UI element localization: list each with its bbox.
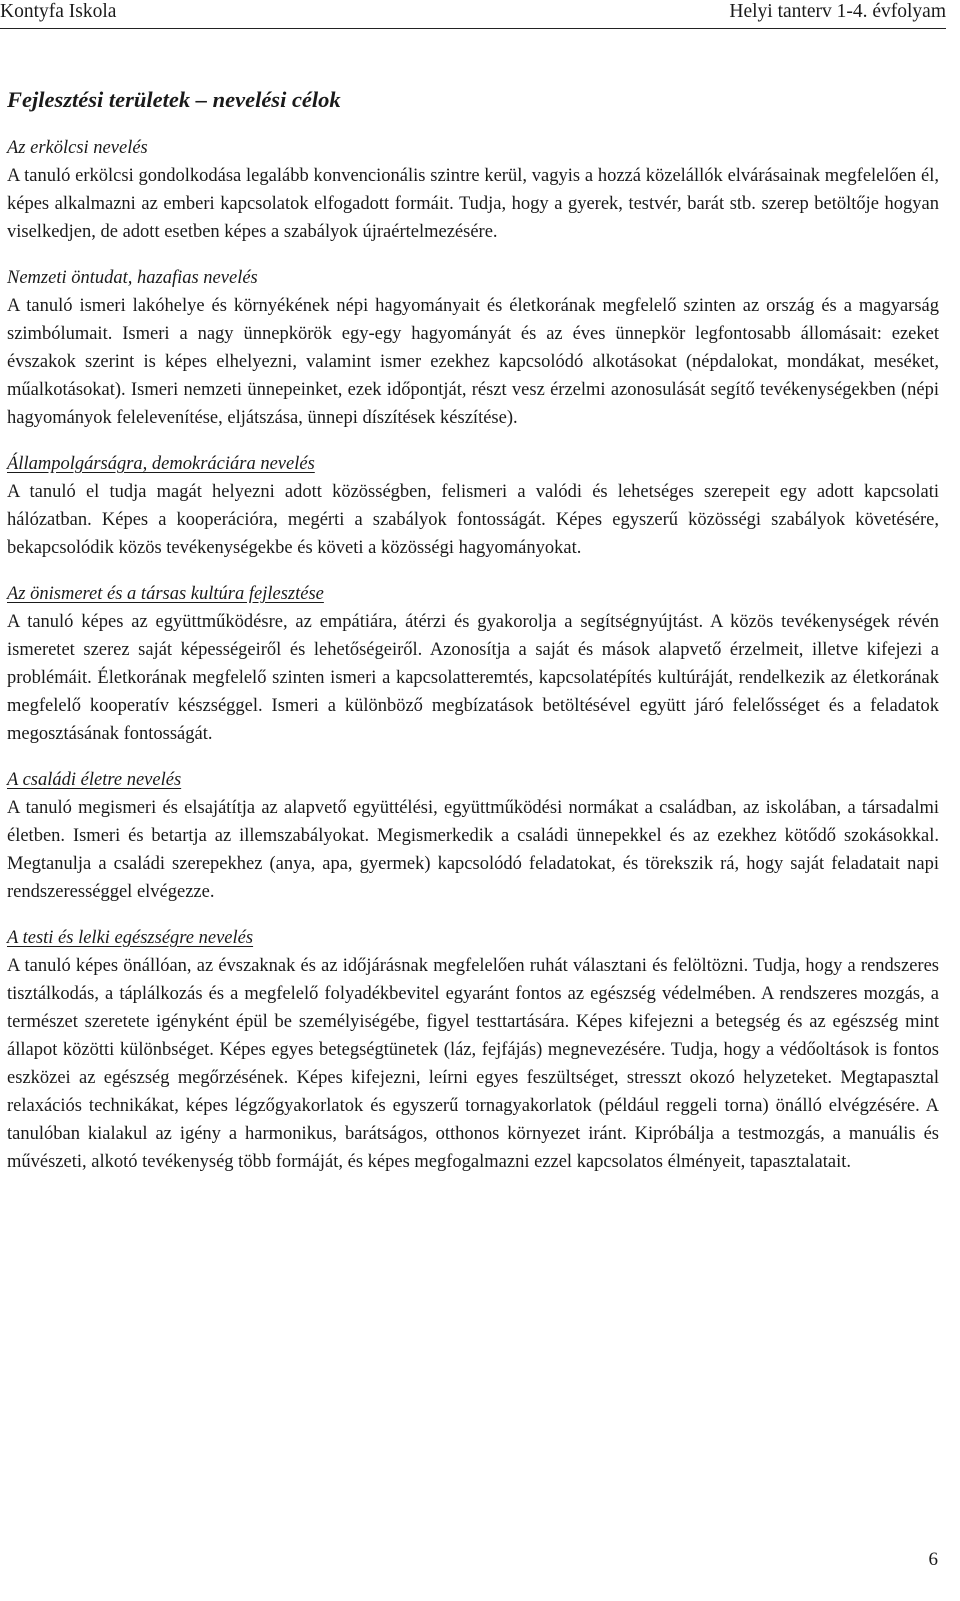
section-body: A tanuló képes önállóan, az évszaknak és az időjárásnak megfelelően ruhát választani és felöltözni. Tudja, hogy a rendszeres tisztálkodás, a táplálkozás és a megfelelő folyadékbevitel egyaránt fontos az egészség védelmében. A rendszeres mozgás, a természet szeretete igényként épül be személyiségébe, figyel testtartására. Képes kifejezni a betegség és az egészség mint állapot közötti különbséget. Képes egyes betegségtünetek (láz, fejfájás) megnevezésére. Tudja, hogy a védőoltások is fontos eszközei az egészség megőrzésének. Képes kifejezni, leírni egyes feszültséget, stresszt okozó helyzeteket. Megtapasztal relaxációs technikákat, képes légzőgyakorlatok és egyszerű tornagyakorlatok (például reggeli torna) önálló elvégzésére. A tanulóban kialakul az igény a harmonikus, barátságos, otthonos környezet iránt. Kipróbálja a testmozgás, a manuális és művészeti, alkotó tevékenység több formáját, és képes megfogalmazni ezzel kapcsolatos élményeit, tapasztalatait. — [7, 956, 939, 1172]
section-body: A tanuló ismeri lakóhelye és környékének népi hagyományait és életkorának megfelelő szinten az ország és a magyarság szimbólumait. Ismeri a nagy ünnepkörök egy-egy hagyományát és az éves ünnepkör legfontosabb állomásait: ezeket évszakok szerint is képes elhelyezni, valamint ismer ezekhez kapcsolódó alkotásokat (népdalokat, mondákat, meséket, műalkotásokat). Ismeri nemzeti ünnepeinket, ezek időpontját, részt vesz érzelmi azonosulását segítő tevékenységekben (népi hagyományok felelevenítése, eljátszása, ünnepi díszítések készítése). — [7, 296, 939, 428]
section-body: A tanuló képes az együttműködésre, az empátiára, átérzi és gyakorolja a segítségnyújtást. A közös tevékenységek révén ismeretet szerez saját képességeiről és lehetőségeiről. Azonosítja a saját és mások alapvető érzelmeit, illetve kifejezi a problémáit. Életkorának megfelelő szinten ismeri a kapcsolatteremtés, kapcsolatépítés kultúráját, rendelkezik az életkorának megfelelő kooperatív készséggel. Ismeri a különböző megbízatások betöltésével együtt járó felelősséget és a feladatok megosztásának fontosságát. — [7, 612, 939, 744]
page-number: 6 — [928, 1549, 938, 1570]
section-body: A tanuló megismeri és elsajátítja az alapvető együttélési, együttműködési normákat a családban, az iskolában, a társadalmi életben. Ismeri és betartja az illemszabályokat. Megismerkedik a családi ünnepekkel és az ezekhez kötődő szokásokkal. Megtanulja a családi szerepekhez (anya, apa, gyermek) kapcsolódó feladatokat, és törekszik rá, hogy saját feladatait napi rendszerességgel elvégezze. — [7, 798, 939, 902]
header-document-title: Helyi tanterv 1-4. évfolyam — [729, 1, 946, 22]
section-self-knowledge — [7, 580, 939, 748]
section-moral-education — [7, 134, 939, 246]
section-title: Az önismeret és a társas kultúra fejlesztése — [7, 584, 324, 604]
section-body: A tanuló erkölcsi gondolkodása legalább konvencionális szintre kerül, vagyis a hozzá közelállók elvárásainak megfelelően él, képes alkalmazni az emberi kapcsolatok elfogadott formáit. Tudja, hogy a gyerek, testvér, barát stb. szerep betöltője hogyan viselkedjen, de adott esetben képes a szabályok újraértelmezésére. — [7, 166, 939, 242]
section-health — [7, 924, 939, 1176]
section-national-identity — [7, 264, 939, 432]
page-content — [7, 86, 939, 1194]
section-title: Az erkölcsi nevelés — [7, 138, 148, 158]
page-title: Fejlesztési területek – nevelési célok — [7, 87, 341, 112]
section-title: A testi és lelki egészségre nevelés — [7, 928, 254, 948]
section-citizenship — [7, 450, 939, 562]
section-title: Nemzeti öntudat, hazafias nevelés — [7, 268, 258, 288]
header-school-name: Kontyfa Iskola — [0, 1, 117, 22]
section-title: A családi életre nevelés — [7, 770, 182, 790]
running-header — [0, 0, 946, 29]
section-body: A tanuló el tudja magát helyezni adott közösségben, felismeri a valódi és lehetséges szerepeit egy adott kapcsolati hálózatban. Képes a kooperációra, megérti a szabályok fontosságát. Képes egyszerű közösségi szabályok követésére, bekapcsolódik közös tevékenységekbe és követi a közösségi hagyományokat. — [7, 482, 939, 558]
section-title: Állampolgárságra, demokráciára nevelés — [7, 454, 315, 474]
section-family-life — [7, 766, 939, 906]
